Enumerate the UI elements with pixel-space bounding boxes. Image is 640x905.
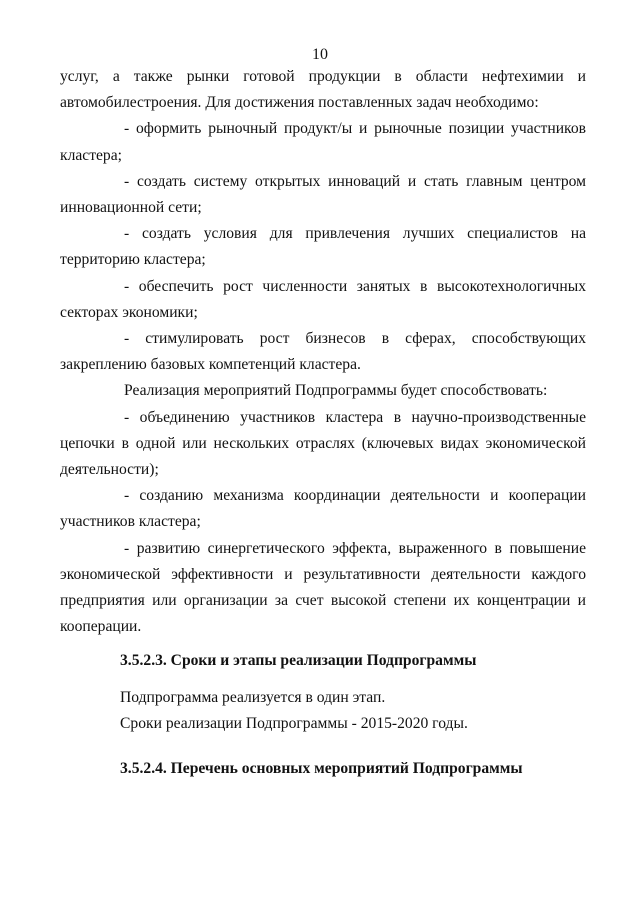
list-item-specialists: - создать условия для привлечения лучших специалистов на территорию кластера; bbox=[60, 225, 586, 269]
page-number: 10 bbox=[312, 46, 328, 63]
list-item-market-product: - оформить рыночный продукт/ы и рыночные позиции участников кластера; bbox=[60, 120, 586, 164]
list-item-business-growth: - стимулировать рост бизнесов в сферах, способствующих закреплению базовых компетенций кластера. bbox=[60, 330, 586, 374]
list-item-synergy: - развитию синергетического эффекта, выраженного в повышение экономической эффективности и результативности деятельности каждого предприятия или организации за счет высокой степени их концентрации и кооперации. bbox=[60, 539, 586, 636]
section-heading-timeline: 3.5.2.3. Сроки и этапы реализации Подпрограммы bbox=[120, 652, 477, 669]
list-item-coordination: - созданию механизма координации деятельности и кооперации участников кластера; bbox=[60, 487, 586, 531]
paragraph-implementation-intro: Реализация мероприятий Подпрограммы будет способствовать: bbox=[124, 382, 548, 400]
timeline-stage-text: Подпрограмма реализуется в один этап. bbox=[120, 689, 386, 706]
list-item-employment-growth: - обеспечить рост численности занятых в высокотехнологичных секторах экономики; bbox=[60, 277, 586, 321]
list-item-production-chains: - объединению участников кластера в научно-производственные цепочки в одной или нескольких отраслях (ключевых видах экономической деятельности); bbox=[60, 408, 586, 479]
list-item-open-innovation: - создать систему открытых инноваций и стать главным центром инновационной сети; bbox=[60, 172, 586, 217]
timeline-years-text: Сроки реализации Подпрограммы - 2015-2020 годы. bbox=[120, 715, 468, 732]
paragraph-intro-continuation: услуг, а также рынки готовой продукции в области нефтехимии и автомобилестроения. Для достижения поставленных задач необходимо: bbox=[60, 68, 586, 112]
body-text bbox=[60, 64, 586, 640]
section-heading-activities: 3.5.2.4. Перечень основных мероприятий Подпрограммы bbox=[120, 760, 523, 777]
